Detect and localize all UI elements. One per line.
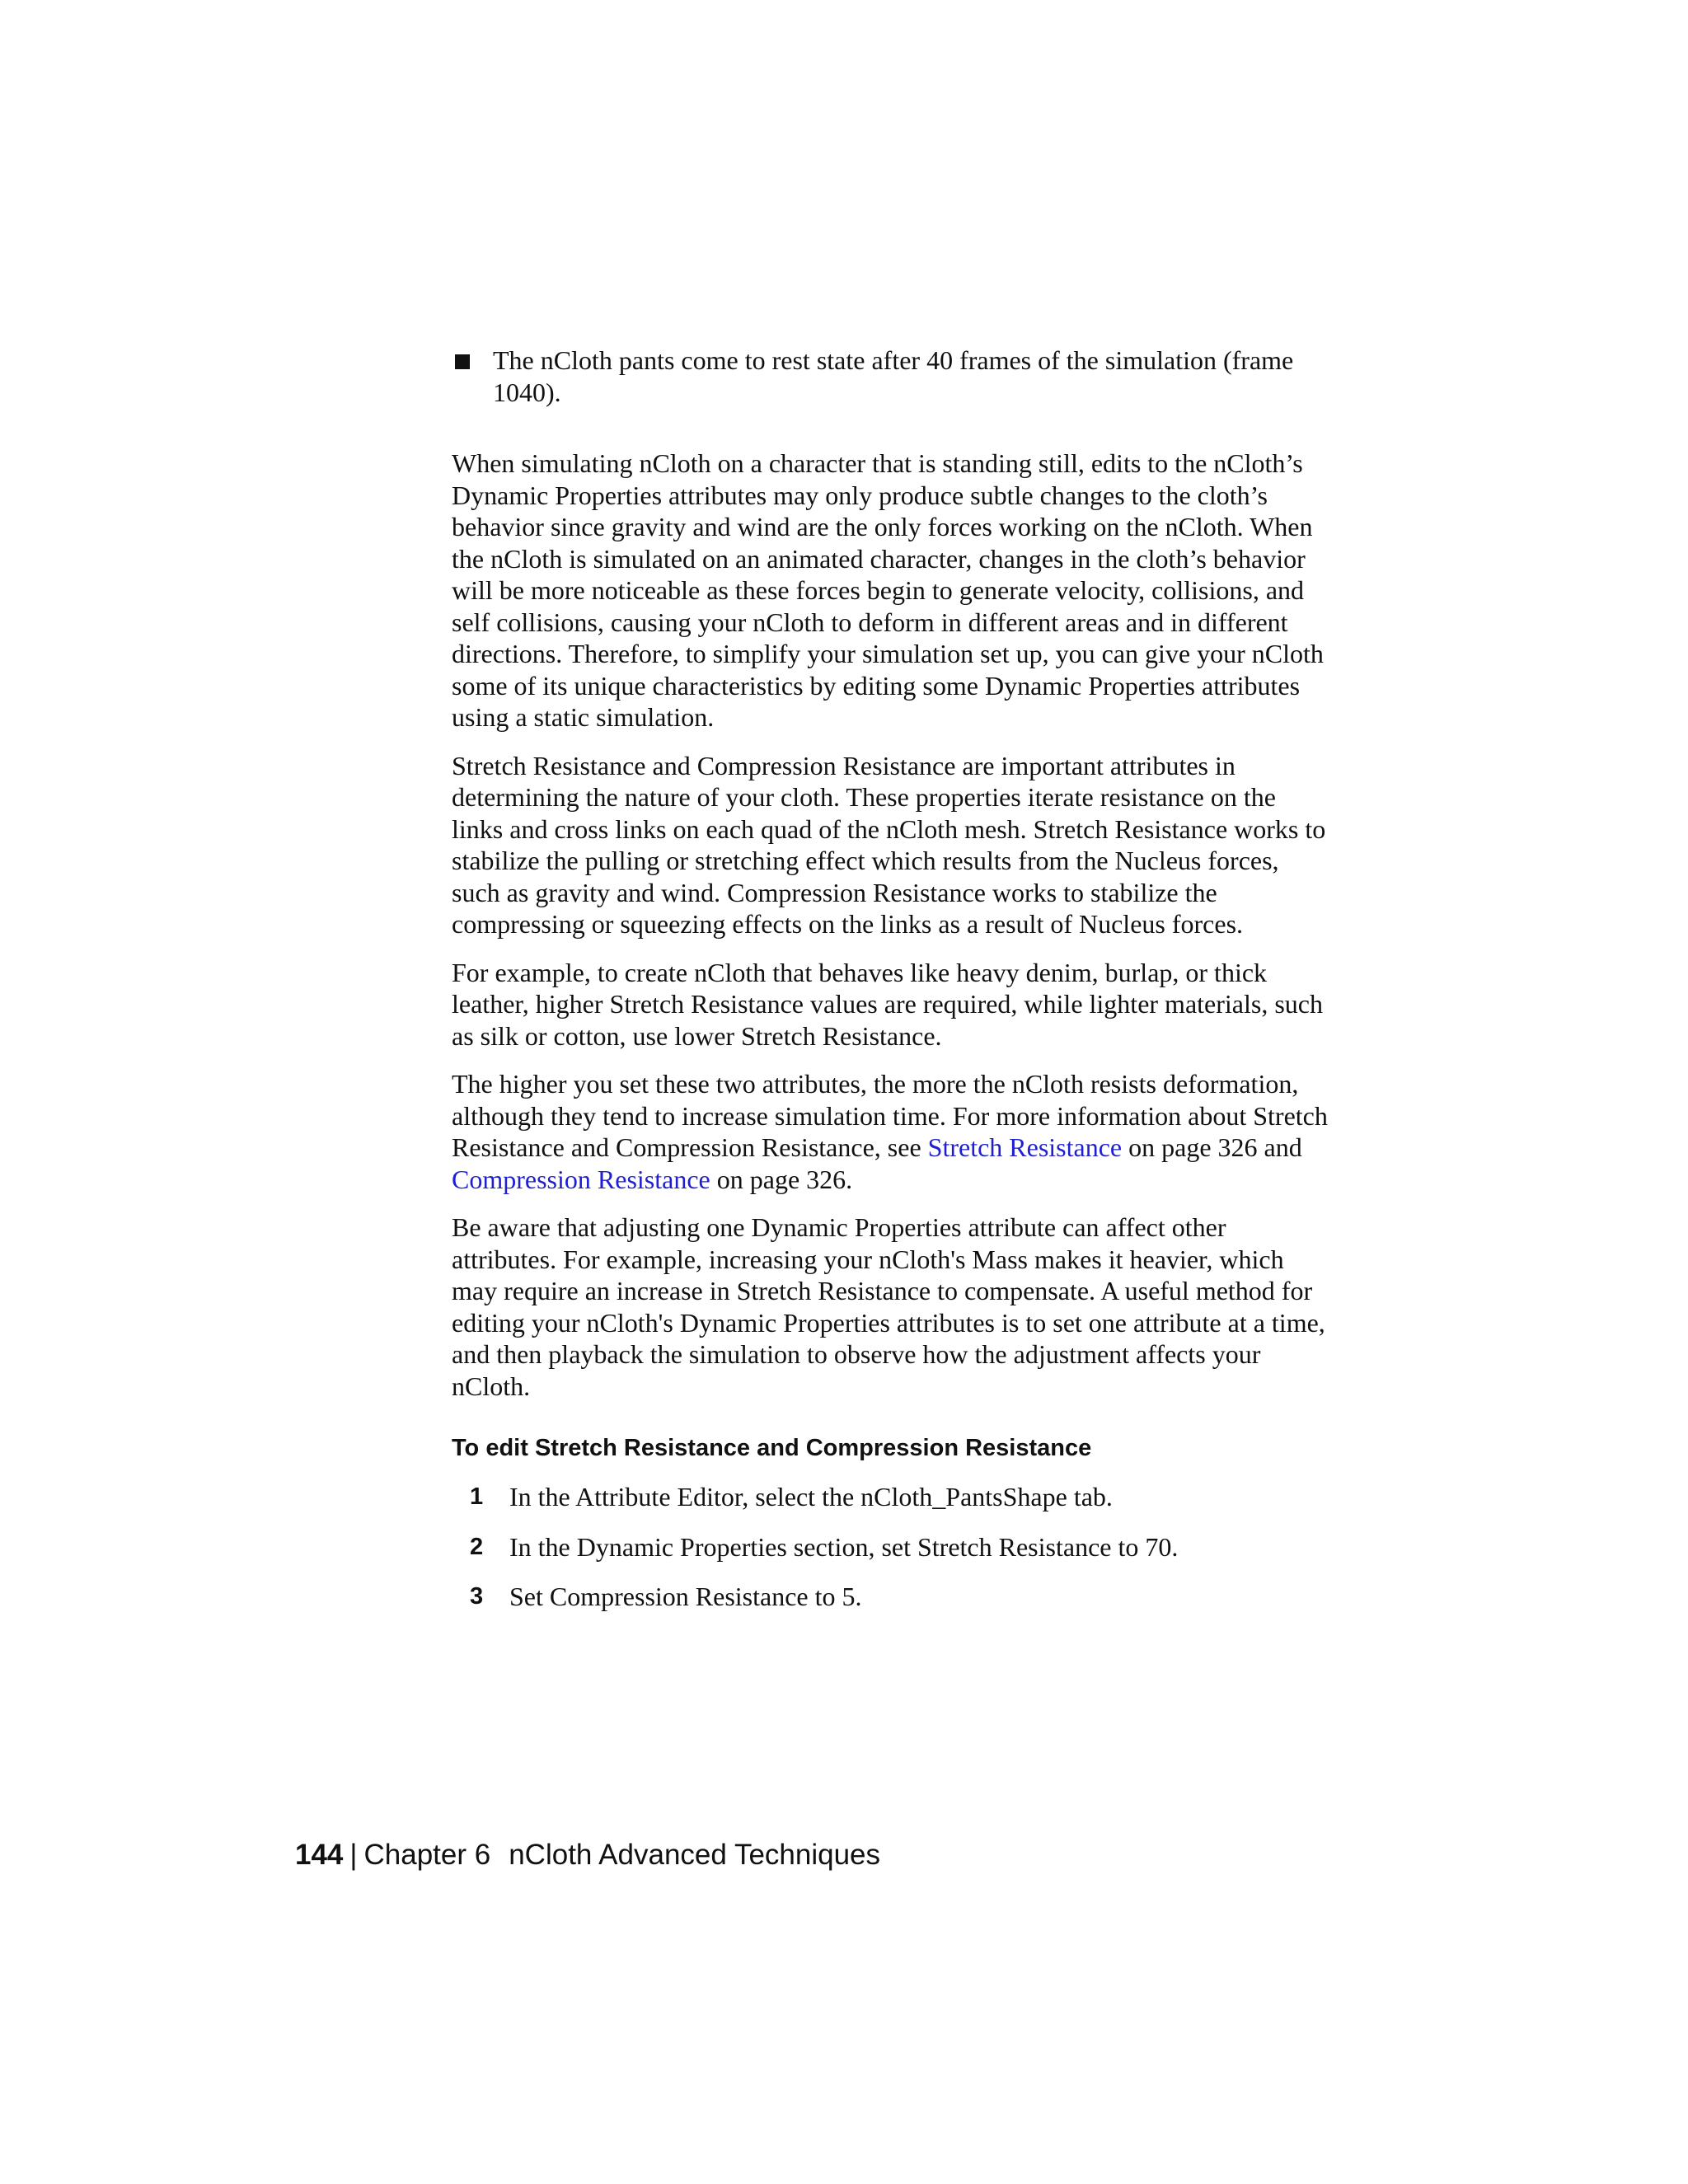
paragraph-more-information xyxy=(452,1068,1334,1195)
paragraph-text-mid: on page 326 and xyxy=(1122,1132,1302,1162)
step-text: Set Compression Resistance to 5. xyxy=(509,1582,862,1611)
square-bullet-icon xyxy=(455,354,470,369)
paragraph-material-example: For example, to create nCloth that behaves like heavy denim, burlap, or thick leather, higher Stretch Resistance values are required, while lighter materials, such as silk or cotton, use lower Stretch Resistance. xyxy=(452,957,1323,1051)
compression-resistance-link[interactable]: Compression Resistance xyxy=(452,1164,710,1194)
procedure-step xyxy=(452,1481,1334,1513)
footer-separator: | xyxy=(349,1839,358,1871)
procedure-steps xyxy=(452,1481,1334,1613)
step-number: 2 xyxy=(470,1533,484,1560)
bullet-text: The nCloth pants come to rest state after 40 frames of the simulation (frame 1040). xyxy=(493,345,1294,407)
page-number: 144 xyxy=(295,1839,344,1871)
step-number: 1 xyxy=(470,1483,484,1510)
stretch-resistance-link[interactable]: Stretch Resistance xyxy=(927,1132,1123,1162)
step-number: 3 xyxy=(470,1583,484,1610)
procedure-step xyxy=(452,1581,1334,1613)
chapter-title: nCloth Advanced Techniques xyxy=(509,1839,881,1871)
paragraph-text-after: on page 326. xyxy=(710,1164,853,1194)
page-content xyxy=(452,344,1334,1631)
page-footer xyxy=(295,1838,880,1872)
bullet-item xyxy=(452,344,1334,408)
chapter-label: Chapter 6 xyxy=(363,1839,491,1871)
step-text: In the Dynamic Properties section, set Stretch Resistance to 70. xyxy=(509,1531,1179,1562)
procedure-step xyxy=(452,1531,1334,1563)
procedure-heading: To edit Stretch Resistance and Compression Resistance xyxy=(452,1435,1092,1461)
paragraph-adjustment-advice: Be aware that adjusting one Dynamic Properties attribute can affect other attributes. For example, increasing your nCloth's Mass makes it heavier, which may require an increase in Stretch Resistance to compensate. A useful method for editing your nCloth's Dynamic Properties attributes is to set one attribute at a time, and then playback the simulation to observe how the adjustment affects your nCloth. xyxy=(452,1212,1325,1401)
paragraph-resistance-attributes: Stretch Resistance and Compression Resistance are important attributes in determining the nature of your cloth. These properties iterate resistance on the links and cross links on each quad of the nCloth mesh. Stretch Resistance works to stabilize the pulling or stretching effect which results from the Nucleus forces, such as gravity and wind. Compression Resistance works to stabilize the compressing or squeezing effects on the links as a result of Nucleus forces. xyxy=(452,750,1326,939)
paragraph-text-before: The higher you set these two attributes, the more the nCloth resists deformation, although they tend to increase simulation time. For more information about Stretch Resistance and Compression Resistance, see xyxy=(452,1069,1328,1162)
paragraph-static-simulation: When simulating nCloth on a character that is standing still, edits to the nCloth’s Dynamic Properties attributes may only produce subtle changes to the cloth’s behavior since gravity and wind are the only forces working on the nCloth. When the nCloth is simulated on an animated character, changes in the cloth’s behavior will be more noticeable as these forces begin to generate velocity, collisions, and self collisions, causing your nCloth to deform in different areas and in different directions. Therefore, to simplify your simulation set up, you can give your nCloth some of its unique characteristics by editing some Dynamic Properties attributes using a static simulation. xyxy=(452,448,1324,732)
step-text: In the Attribute Editor, select the nCloth_PantsShape tab. xyxy=(509,1482,1113,1511)
